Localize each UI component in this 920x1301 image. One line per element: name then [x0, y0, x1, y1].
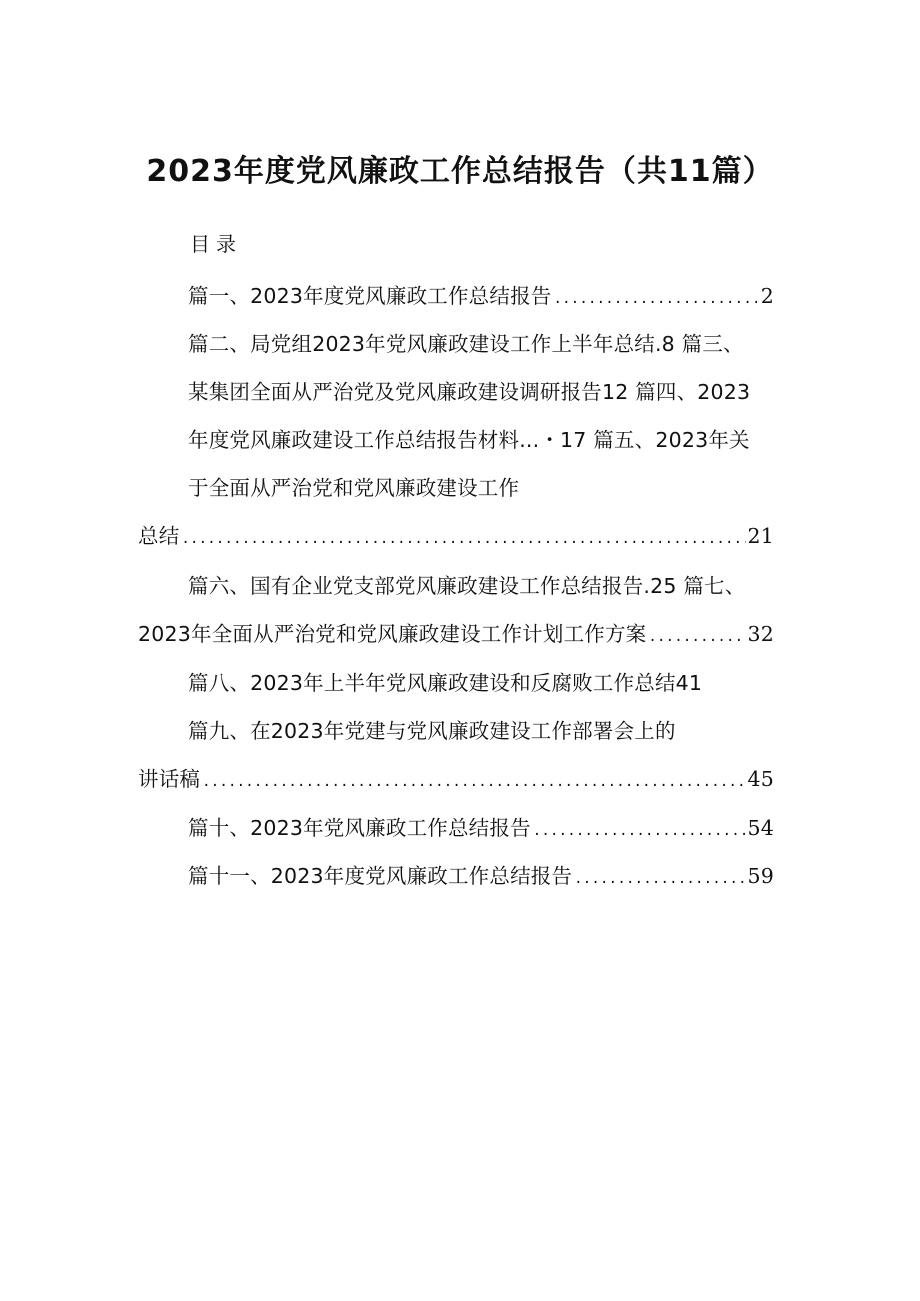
toc-entry-12[interactable]: [188, 811, 774, 841]
toc-entry-5[interactable]: [188, 471, 519, 501]
toc-page-number: 2: [760, 284, 774, 308]
toc-entry-11[interactable]: [138, 762, 774, 792]
toc-entry-3[interactable]: [188, 375, 750, 405]
toc-leader-dots: [553, 291, 758, 307]
toc-leader-dots: [181, 531, 745, 547]
toc-entry-9[interactable]: [188, 666, 702, 696]
toc-entry-text: 篇八、2023年上半年党风廉政建设和反腐败工作总结41: [188, 671, 703, 695]
toc-entry-8[interactable]: [138, 617, 774, 647]
toc-entry-7[interactable]: [188, 569, 745, 599]
toc-entry-text: 年度党风廉政建设工作总结报告材料...・17 篇五、2023年关: [188, 428, 750, 452]
toc-leader-dots: [533, 823, 746, 839]
toc-leader-dots: [202, 774, 745, 790]
toc-entry-text: 于全面从严治党和党风廉政建设工作: [188, 476, 520, 500]
toc-entry-text: 讲话稿: [138, 767, 201, 791]
toc-page-number: 59: [747, 864, 774, 888]
toc-heading: 目录: [190, 232, 242, 256]
toc-entry-1[interactable]: [188, 279, 774, 309]
toc-entry-2[interactable]: [188, 327, 744, 357]
toc-entry-13[interactable]: [188, 859, 774, 889]
toc-entry-6[interactable]: [138, 519, 774, 549]
toc-leader-dots: [648, 629, 745, 645]
toc-page-number: 54: [747, 816, 774, 840]
toc-entry-text: 篇十一、2023年度党风廉政工作总结报告: [188, 864, 573, 888]
toc-entry-text: 篇二、局党组2023年党风廉政建设工作上半年总结.8 篇三、: [188, 332, 744, 356]
toc-entry-text: 篇九、在2023年党建与党风廉政建设工作部署会上的: [188, 719, 676, 743]
document-title: 2023年度党风廉政工作总结报告（共11篇）: [146, 154, 774, 189]
toc-entry-text: 篇六、国有企业党支部党风廉政建设工作总结报告.25 篇七、: [188, 574, 746, 598]
toc-entry-10[interactable]: [188, 714, 676, 744]
toc-page-number: 21: [747, 524, 774, 548]
toc-leader-dots: [574, 871, 745, 887]
toc-page-number: 45: [747, 767, 774, 791]
toc-entry-text: 篇一、2023年度党风廉政工作总结报告: [188, 284, 552, 308]
toc-entry-text: 2023年全面从严治党和党风廉政建设工作计划工作方案: [138, 622, 647, 646]
toc-page-number: 32: [747, 622, 774, 646]
toc-entry-text: 总结: [138, 524, 180, 548]
toc-entry-text: 篇十、2023年党风廉政工作总结报告: [188, 816, 531, 840]
toc-entry-text: 某集团全面从严治党及党风廉政建设调研报告12 篇四、2023: [188, 380, 751, 404]
toc-entry-4[interactable]: [188, 423, 750, 453]
